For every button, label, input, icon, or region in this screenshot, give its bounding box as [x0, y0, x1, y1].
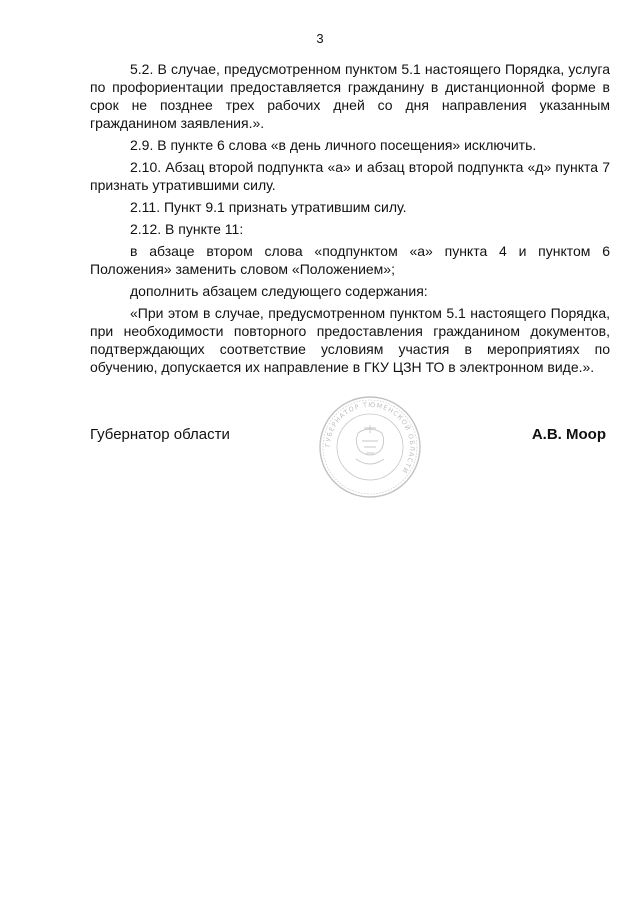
paragraph-2-9: 2.9. В пункте 6 слова «в день личного посещения» исключить.	[130, 137, 537, 153]
signer-title: Губернатор области	[90, 426, 230, 443]
paragraph-add-abzac: дополнить абзацем следующего содержания:	[130, 283, 428, 299]
seal-stamp-icon	[318, 395, 422, 499]
paragraph-2-12: 2.12. В пункте 11:	[130, 221, 244, 237]
paragraph-quoted-text: «При этом в случае, предусмотренном пунктом 5.1 настоящего Порядка, при необходимости повторного предоставления гражданином документов, подтверждающих соответствие условиям участия в мероприятиях по обучению, допускается их направление в ГКУ ЦЗН ТО в электронном виде.».	[90, 305, 610, 375]
paragraph-5-2: 5.2. В случае, предусмотренном пунктом 5.1 настоящего Порядка, услуга по профориентации предоставляется гражданину в дистанционной форме в срок не позднее трех рабочих дней со дня направления указанным гражданином заявления.».	[90, 61, 610, 131]
paragraph-2-10: 2.10. Абзац второй подпункта «а» и абзац второй подпункта «д» пункта 7 признать утратившими силу.	[90, 159, 610, 193]
page-number: 3	[316, 31, 324, 46]
signer-name: А.В. Моор	[531, 426, 606, 443]
document-body	[90, 60, 610, 380]
svg-text:ГУБЕРНАТОР ТЮМЕНСКОЙ ОБЛАСТИ: ГУБЕРНАТОР ТЮМЕНСКОЙ ОБЛАСТИ	[323, 400, 417, 476]
paragraph-2-11: 2.11. Пункт 9.1 признать утратившим силу.	[130, 199, 407, 215]
signature-row	[90, 426, 610, 446]
paragraph-replace-words: в абзаце втором слова «подпунктом «а» пункта 4 и пунктом 6 Положения» заменить словом «Положением»;	[90, 243, 610, 277]
